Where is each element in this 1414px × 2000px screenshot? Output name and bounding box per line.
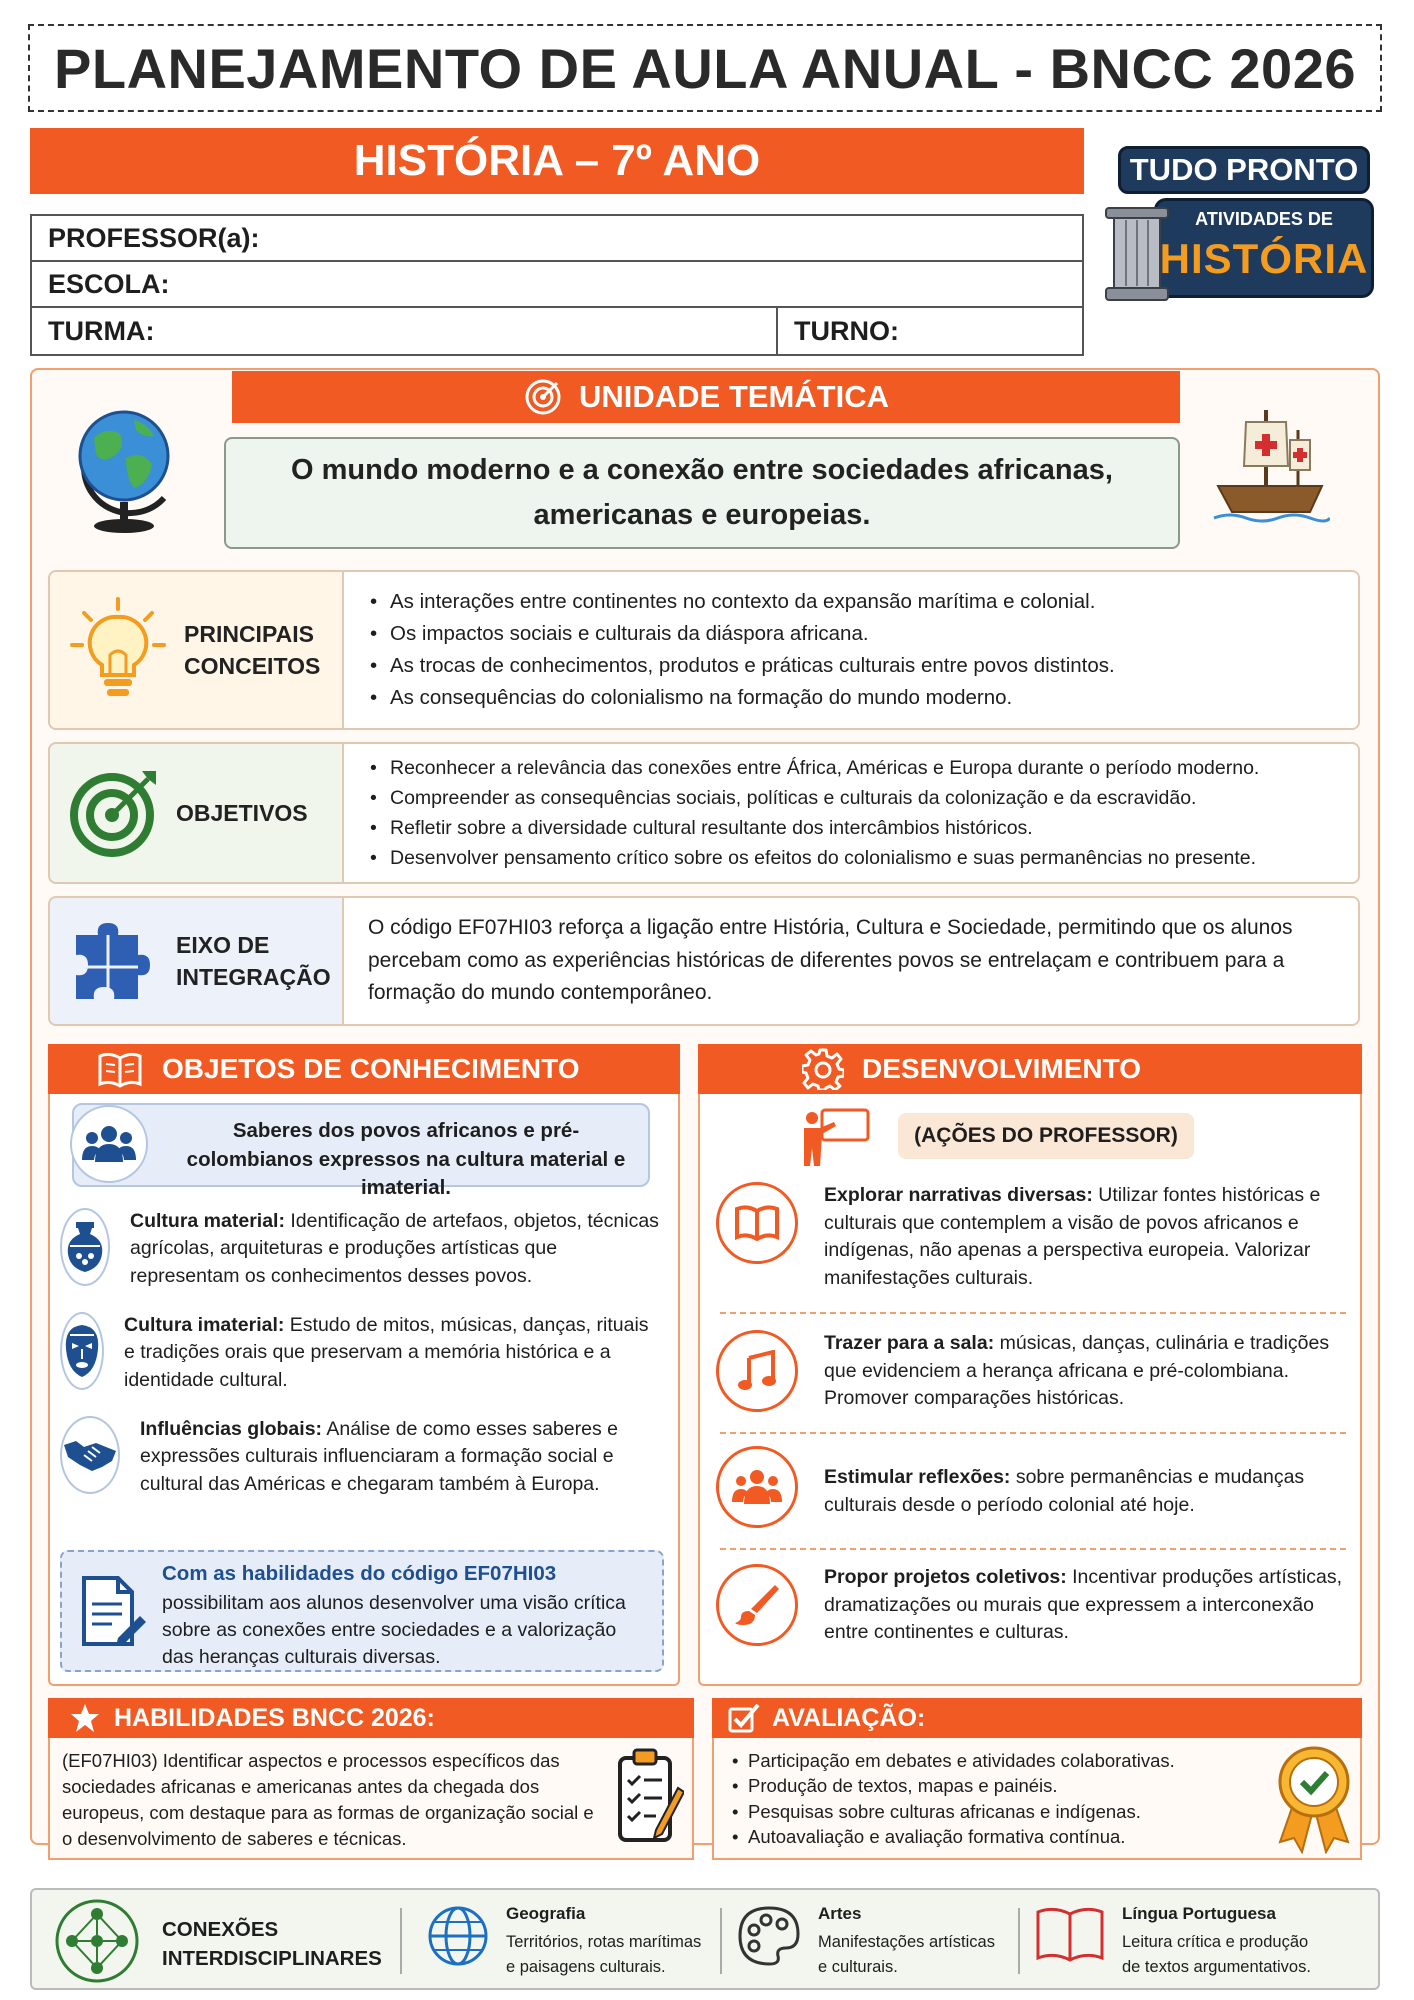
shift-field[interactable]: TURNO: [794,315,899,346]
knowledge-item-title: Influências globais: [140,1418,323,1440]
skills-heading-bar [48,1698,694,1738]
development-item-text [824,1564,1346,1647]
mask-icon-wrapper [60,1312,104,1390]
list-item: • Pesquisas sobre culturas africanas e indígenas. [732,1799,1175,1824]
vase-icon-wrapper [60,1208,110,1286]
open-book-icon [1034,1904,1106,1964]
development-item-reflections [716,1446,1346,1528]
badge-line-1: TUDO PRONTO [1118,146,1370,194]
handshake-icon-wrapper [60,1416,120,1494]
paintbrush-icon [735,1583,779,1627]
footer-item-line: e paisagens culturais. [506,1957,666,1976]
development-item-title: Explorar narrativas diversas: [824,1184,1093,1206]
list-item: • As consequências do colonialismo na formação do mundo moderno. [368,682,1358,714]
integration-box [48,896,1360,1026]
badge-line-2: ATIVIDADES DE [1195,209,1333,229]
list-item: • As interações entre continentes no contexto da expansão marítima e colonial. [368,586,1358,618]
knowledge-heading: OBJETOS DE CONHECIMENTO [162,1053,580,1084]
integration-text: O código EF07HI03 reforça a ligação entre História, Cultura e Sociedade, permitindo que os alunos percebam como as experiências históricas de diferentes povos se entrelaçam e contribuem para a formação do mundo contemporâneo. [368,916,1293,1005]
gear-icon [802,1048,844,1090]
music-note-icon [737,1350,777,1392]
interdisciplinary-footer [30,1888,1380,1990]
globe-icon [426,1904,490,1968]
development-item-title: Propor projetos coletivos: [824,1566,1067,1588]
footer-item-subject: Língua Portuguesa [1122,1904,1276,1923]
star-icon [70,1703,100,1733]
separator [1018,1908,1020,1974]
knowledge-item-global [60,1416,660,1498]
evaluation-heading: AVALIAÇÃO: [772,1703,926,1732]
integration-label [176,929,331,993]
list-item: • As trocas de conhecimentos, produtos e práticas culturais entre povos distintos. [368,650,1358,682]
evaluation-heading-bar [712,1698,1362,1738]
development-item-projects [716,1564,1346,1647]
footer-item-line: Territórios, rotas marítimas [506,1933,702,1951]
footer-item-subject: Artes [818,1904,862,1923]
vase-icon [62,1220,108,1274]
separator [720,1432,1346,1434]
list-item: • Desenvolver pensamento crítico sobre os efeitos do colonialismo e suas permanências no presente. [368,843,1358,873]
knowledge-item-text [140,1416,660,1498]
footer-label-line2: INTERDISCIPLINARES [162,1946,382,1970]
development-item-body: Utilizar fontes históricas e culturais que contemplem a visão de povos africanos e indígenas, não apenas a perspectiva europeia. Valorizar manifestações culturais. [824,1184,1321,1290]
development-item-body: músicas, danças, culinária e tradições que evidenciem a herança africana e pré-colombiana. Promover comparações históricas. [824,1332,1330,1410]
group-icon-wrapper [716,1446,798,1528]
footer-item-arts [736,1904,995,1980]
footer-item-portuguese [1034,1904,1311,1980]
mask-icon [62,1323,102,1379]
subject-title: HISTÓRIA – 7º ANO [353,136,761,185]
puzzle-icon [68,915,160,1007]
subject-bar [30,128,1084,194]
column-icon [1102,204,1172,304]
footer-label [162,1916,382,1973]
footer-item-line: Leitura crítica e produção [1122,1933,1309,1951]
integration-label-line1: EIXO DE [176,931,270,958]
paintbrush-icon-wrapper [716,1564,798,1646]
knowledge-item-title: Cultura material: [130,1210,285,1232]
unit-heading-bar [232,371,1180,423]
title-box [28,24,1382,112]
development-item-narratives [716,1182,1346,1293]
footer-item-line: de textos argumentativos. [1122,1957,1311,1976]
people-icon-wrapper [70,1105,148,1183]
knowledge-item-immaterial [60,1312,660,1394]
teacher-icon [800,1108,870,1168]
integration-label-line2: INTEGRAÇÃO [176,964,331,990]
skills-text: (EF07HI03) Identificar aspectos e processos específicos das sociedades africanas e americanas antes da chegada dos europeus, com destaque para as formas de organização social e o desenvolvimento de saberes e técnicas. [62,1750,594,1849]
target-icon [68,767,160,859]
concepts-label-line1: PRINCIPAIS [184,620,314,647]
music-note-icon-wrapper [716,1330,798,1412]
concepts-label-cell [50,572,344,728]
separator [720,1312,1346,1314]
objectives-label-cell [50,744,344,882]
knowledge-item-body: Análise de como esses saberes e expressões culturais influenciaram a formação social e cultural das Américas e chegaram também à Europa. [140,1418,618,1495]
skills-box [48,1738,694,1860]
book-icon [734,1205,780,1241]
knowledge-note-text: possibilitam aos alunos desenvolver uma visão crítica sobre as conexões entre sociedades e a valorização das heranças culturais diversas. [162,1592,626,1668]
knowledge-intro: Saberes dos povos africanos e pré-colombianos expressos na cultura material e imaterial. [186,1119,626,1200]
concepts-box [48,570,1360,730]
knowledge-heading-bar [48,1044,680,1094]
group-icon [732,1468,782,1506]
page-title: PLANEJAMENTO DE AULA ANUAL - BNCC 2026 [54,36,1356,100]
knowledge-note-box [60,1550,664,1672]
caravel-ship-icon [1210,400,1330,530]
objectives-box [48,742,1360,884]
concepts-list [368,586,1358,713]
knowledge-item-body: Estudo de mitos, músicas, danças, rituais e tradições orais que preservam a memória histórica e a identidade cultural. [124,1314,649,1391]
evaluation-list [732,1748,1175,1849]
separator [720,1548,1346,1550]
footer-item-line: e culturais. [818,1957,898,1976]
school-field[interactable]: ESCOLA: [48,268,170,299]
professor-field[interactable]: PROFESSOR(a): [48,222,260,253]
development-heading-bar [698,1044,1362,1094]
award-ribbon-icon [1274,1742,1354,1854]
knowledge-item-material [60,1208,660,1290]
evaluation-box [712,1738,1362,1860]
knowledge-item-title: Cultura imaterial: [124,1314,285,1336]
brand-badge [1094,134,1384,309]
development-item-body: sobre permanências e mudanças culturais desde o período colonial até hoje. [824,1466,1305,1516]
knowledge-note-title: Com as habilidades do código EF07HI03 [162,1562,557,1585]
list-item: • Reconhecer a relevância das conexões entre África, Américas e Europa durante o período moderno. [368,753,1358,783]
badge-line-3: HISTÓRIA [1159,235,1369,282]
development-item-text [824,1446,1346,1528]
target-icon [523,377,563,417]
footer-label-line1: CONEXÕES [162,1918,279,1941]
development-heading: DESENVOLVIMENTO [862,1053,1142,1084]
lightbulb-icon [68,595,168,705]
identification-table [30,214,1084,356]
unit-heading: UNIDADE TEMÁTICA [579,379,889,414]
footer-item-line: Manifestações artísticas [818,1933,995,1951]
knowledge-intro-box [72,1103,650,1200]
book-icon-wrapper [716,1182,798,1264]
integration-text-cell [344,898,1358,1024]
class-field[interactable]: TURMA: [32,308,778,354]
development-subheading: (AÇÕES DO PROFESSOR) [898,1113,1194,1159]
open-book-icon [96,1050,144,1088]
integration-label-cell [50,898,344,1024]
development-item-title: Trazer para a sala: [824,1332,995,1354]
objectives-label: OBJETIVOS [176,799,308,826]
handshake-icon [62,1435,118,1475]
development-item-body: Incentivar produções artísticas, dramatizações ou murais que expressem a interconexão entre continentes e culturas. [824,1566,1342,1644]
development-item-text [824,1330,1346,1413]
development-item-classroom [716,1330,1346,1413]
badge-banner [1154,198,1374,298]
clipboard-checklist-icon [616,1746,684,1846]
unit-description: O mundo moderno e a conexão entre sociedades africanas, americanas e europeias. [224,437,1180,549]
skills-heading: HABILIDADES BNCC 2026: [114,1703,435,1732]
separator [720,1908,722,1974]
list-item: • Produção de textos, mapas e painéis. [732,1773,1175,1798]
network-icon [54,1898,140,1984]
checkbox-icon [728,1703,760,1733]
footer-item-geography [426,1904,701,1980]
list-item: • Compreender as consequências sociais, políticas e culturais da colonização e da escravidão. [368,783,1358,813]
concepts-label-line2: CONCEITOS [184,653,321,679]
separator [400,1908,402,1974]
people-icon [82,1124,136,1164]
concepts-label [184,618,320,682]
knowledge-item-body: Identificação de artefaos, objetos, técnicas agrícolas, arquiteturas e produções artísticas que representam os conhecimentos desses povos. [130,1210,659,1287]
objectives-list [368,753,1358,874]
globe-icon [64,398,184,538]
objectives-list-cell [344,744,1358,882]
knowledge-item-text [124,1312,660,1394]
document-edit-icon [78,1574,148,1650]
development-item-text [824,1182,1346,1293]
development-item-title: Estimular reflexões: [824,1466,1011,1488]
concepts-list-cell [344,572,1358,728]
list-item: • Autoavaliação e avaliação formativa contínua. [732,1824,1175,1849]
footer-item-subject: Geografia [506,1904,586,1923]
list-item: • Participação em debates e atividades colaborativas. [732,1748,1175,1773]
palette-icon [736,1904,802,1968]
list-item: • Refletir sobre a diversidade cultural resultante dos intercâmbios históricos. [368,813,1358,843]
knowledge-item-text [130,1208,660,1290]
list-item: • Os impactos sociais e culturais da diáspora africana. [368,618,1358,650]
